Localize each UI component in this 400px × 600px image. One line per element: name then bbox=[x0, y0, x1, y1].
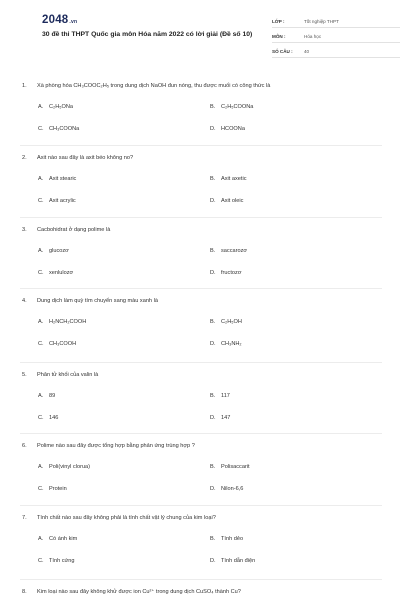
question-stem: Dung dịch làm quỳ tím chuyển sang màu xanh là bbox=[37, 298, 158, 304]
meta-row bbox=[272, 16, 400, 28]
option-text: 147 bbox=[221, 415, 231, 421]
question-stem: Polime nào sau đây được tổng hợp bằng phản ứng trùng hợp ? bbox=[37, 443, 195, 449]
option-letter: C. bbox=[38, 270, 44, 276]
answer-option[interactable] bbox=[38, 415, 58, 421]
answer-option[interactable] bbox=[38, 126, 79, 132]
question-stem: Tính chất nào sau đây không phải là tính chất vật lý chung của kim loại? bbox=[37, 515, 216, 521]
answer-option[interactable] bbox=[38, 486, 67, 492]
answer-option[interactable] bbox=[38, 393, 55, 399]
question-divider bbox=[20, 362, 382, 363]
answer-option[interactable] bbox=[38, 319, 86, 325]
option-letter: D. bbox=[210, 198, 216, 204]
option-text: C₂H₅COONa bbox=[221, 104, 254, 110]
answer-option[interactable] bbox=[210, 126, 245, 132]
question-text bbox=[22, 589, 241, 595]
question-divider bbox=[20, 433, 382, 434]
option-letter: B. bbox=[210, 104, 216, 110]
answer-option[interactable] bbox=[210, 415, 230, 421]
option-text: 117 bbox=[221, 393, 230, 399]
option-text: Poli(vinyl clorua) bbox=[49, 464, 91, 470]
logo-text: 2048 bbox=[42, 14, 69, 26]
option-letter: A. bbox=[38, 176, 44, 182]
meta-value: 40 bbox=[304, 49, 310, 54]
option-text: Có ánh kim bbox=[49, 536, 78, 542]
question-number: 7. bbox=[22, 515, 27, 521]
page-title: 30 đề thi THPT Quốc gia môn Hóa năm 2022 có lời giải (Đề số 10) bbox=[42, 31, 253, 38]
option-text: C₂H₅OH bbox=[221, 319, 242, 325]
answer-option[interactable] bbox=[38, 198, 76, 204]
answer-option[interactable] bbox=[210, 486, 243, 492]
answer-option[interactable] bbox=[38, 176, 76, 182]
logo-suffix: .vn bbox=[69, 19, 78, 25]
option-letter: C. bbox=[38, 415, 44, 421]
option-letter: B. bbox=[210, 464, 216, 470]
option-text: CH₃NH₂ bbox=[221, 341, 242, 347]
option-letter: B. bbox=[210, 176, 216, 182]
option-letter: D. bbox=[210, 558, 216, 564]
option-text: HCOONa bbox=[221, 126, 245, 132]
option-text: saccarozơ bbox=[221, 248, 248, 254]
option-text: Tính cứng bbox=[49, 558, 75, 564]
question-text bbox=[22, 155, 133, 161]
meta-key: LỚP : bbox=[272, 19, 285, 24]
answer-option[interactable] bbox=[210, 558, 255, 564]
option-text: xenlulozơ bbox=[49, 270, 74, 276]
option-text: 89 bbox=[49, 393, 56, 399]
option-text: Axit oleic bbox=[221, 198, 244, 204]
option-letter: A. bbox=[38, 319, 44, 325]
option-text: Axit acrylic bbox=[49, 198, 76, 204]
question-text bbox=[22, 227, 110, 233]
answer-option[interactable] bbox=[210, 319, 242, 325]
meta-value: Hóa học bbox=[304, 34, 322, 39]
option-text: Axit axetic bbox=[221, 176, 247, 182]
answer-option[interactable] bbox=[210, 270, 241, 276]
answer-option[interactable] bbox=[210, 176, 247, 182]
option-text: Tính dẫn điện bbox=[221, 558, 256, 564]
option-letter: D. bbox=[210, 270, 216, 276]
question-text bbox=[22, 443, 195, 449]
answer-option[interactable] bbox=[38, 270, 73, 276]
option-letter: A. bbox=[38, 393, 44, 399]
option-text: fructozơ bbox=[221, 270, 242, 276]
question-number: 3. bbox=[22, 227, 27, 233]
question-divider bbox=[20, 217, 382, 218]
question-stem: Xà phòng hóa CH₃COOC₂H₅ trong dung dịch NaOH đun nóng, thu được muối có công thức là bbox=[37, 83, 271, 89]
question-number: 4. bbox=[22, 298, 27, 304]
answer-option[interactable] bbox=[38, 248, 69, 254]
option-letter: B. bbox=[210, 248, 216, 254]
answer-option[interactable] bbox=[38, 341, 76, 347]
answer-option[interactable] bbox=[210, 464, 250, 470]
question-text bbox=[22, 298, 158, 304]
question-number: 2. bbox=[22, 155, 27, 161]
option-text: Tính dẻo bbox=[221, 536, 244, 542]
option-letter: C. bbox=[38, 341, 44, 347]
option-letter: D. bbox=[210, 341, 216, 347]
option-text: C₂H₅ONa bbox=[49, 104, 74, 110]
meta-value: Tốt nghiệp THPT bbox=[304, 19, 339, 24]
question-stem: Kim loại nào sau đây không khử được ion Cu²⁺ trong dung dịch CuSO₄ thành Cu? bbox=[37, 589, 241, 595]
question-divider bbox=[20, 579, 382, 580]
answer-option[interactable] bbox=[38, 104, 73, 110]
option-letter: A. bbox=[38, 248, 44, 254]
question-divider bbox=[20, 505, 382, 506]
question-divider bbox=[20, 145, 382, 146]
question-number: 8. bbox=[22, 589, 27, 595]
option-letter: B. bbox=[210, 536, 216, 542]
document-header bbox=[20, 0, 382, 68]
option-text: Polisaccarit bbox=[221, 464, 250, 470]
option-text: Axit stearic bbox=[49, 176, 77, 182]
answer-option[interactable] bbox=[210, 198, 243, 204]
option-letter: C. bbox=[38, 126, 44, 132]
option-text: Protein bbox=[49, 486, 67, 492]
answer-option[interactable] bbox=[210, 341, 242, 347]
option-letter: A. bbox=[38, 536, 44, 542]
answer-option[interactable] bbox=[38, 536, 77, 542]
option-letter: D. bbox=[210, 486, 216, 492]
meta-row bbox=[272, 31, 400, 43]
question-number: 6. bbox=[22, 443, 27, 449]
meta-key: MÔN : bbox=[272, 34, 286, 39]
meta-row bbox=[272, 46, 400, 58]
option-text: 146 bbox=[49, 415, 59, 421]
question-stem: Cacbohidrat ở dạng polime là bbox=[37, 227, 111, 233]
answer-option[interactable] bbox=[210, 536, 243, 542]
option-letter: A. bbox=[38, 464, 44, 470]
answer-option[interactable] bbox=[210, 104, 253, 110]
option-text: CH₃COOH bbox=[49, 341, 77, 347]
question-text bbox=[22, 372, 98, 378]
option-letter: B. bbox=[210, 319, 216, 325]
meta-table bbox=[272, 16, 400, 61]
question-stem: Axit nào sau đây là axit béo không no? bbox=[37, 155, 134, 161]
option-letter: A. bbox=[38, 104, 44, 110]
option-letter: D. bbox=[210, 415, 216, 421]
option-text: H₂NCH₂COOH bbox=[49, 319, 87, 325]
answer-option[interactable] bbox=[38, 464, 90, 470]
meta-key: SỐ CÂU : bbox=[272, 49, 293, 54]
question-text bbox=[22, 515, 216, 521]
option-letter: B. bbox=[210, 393, 216, 399]
question-text bbox=[22, 83, 270, 89]
option-letter: C. bbox=[38, 486, 44, 492]
site-logo[interactable] bbox=[42, 14, 77, 26]
option-letter: C. bbox=[38, 198, 44, 204]
option-letter: C. bbox=[38, 558, 44, 564]
answer-option[interactable] bbox=[38, 558, 75, 564]
option-letter: D. bbox=[210, 126, 216, 132]
option-text: glucozơ bbox=[49, 248, 69, 254]
question-number: 5. bbox=[22, 372, 27, 378]
question-divider bbox=[20, 288, 382, 289]
answer-option[interactable] bbox=[210, 248, 247, 254]
question-number: 1. bbox=[22, 83, 27, 89]
option-text: Nilon-6,6 bbox=[221, 486, 244, 492]
answer-option[interactable] bbox=[210, 393, 230, 399]
option-text: CH₃COONa bbox=[49, 126, 80, 132]
question-stem: Phân tử khối của valin là bbox=[37, 372, 99, 378]
